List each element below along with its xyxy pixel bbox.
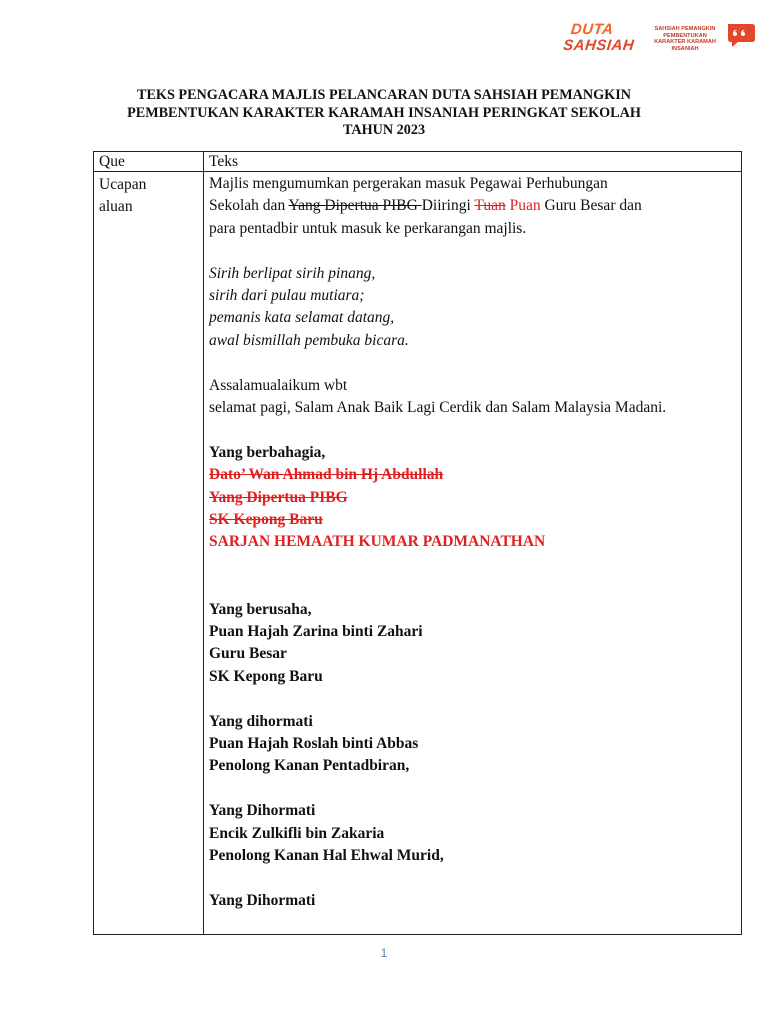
page-number: 1 [380,946,388,960]
berusaha-heading: Yang berusaha, [209,600,312,618]
dihormati2-role: Penolong Kanan Hal Ehwal Murid, [209,847,444,865]
berusaha-role: Guru Besar [209,645,287,663]
tagline-line-4: INSANIAH [671,45,699,52]
intro-text-b: Diiringi [421,197,475,215]
intro-text-a: Sekolah dan [209,197,289,215]
berusaha-school: SK Kepong Baru [209,667,323,685]
document-title [80,87,688,140]
logo-line-1: DUTA [570,21,615,38]
logo-line-2: SAHSIAH [562,37,636,54]
que-cell [99,174,199,218]
script-table [93,151,742,935]
dihormati1-heading: Yang dihormati [209,712,313,730]
intro-struck-tuan: Tuan [474,197,506,215]
intro-line-2 [209,195,734,217]
greeting-line-2: selamat pagi, Salam Anak Baik Lagi Cerdik dan Salam Malaysia Madani. [209,399,667,417]
intro-text-c: Guru Besar dan [540,197,642,215]
teks-cell [209,173,734,912]
tagline-line-2: PEMBENTUKAN [663,32,707,39]
dihormati1-name: Puan Hajah Roslah binti Abbas [209,735,419,753]
replacement-name: SARJAN HEMAATH KUMAR PADMANATHAN [209,533,546,551]
struck-school: SK Kepong Baru [209,511,323,529]
logo-tagline [646,26,724,52]
intro-line-3: para pentadbir untuk masuk ke perkarangan majlis. [209,219,527,237]
que-line-1: Ucapan [99,176,147,193]
speech-quote-icon [726,22,756,48]
que-line-2: aluan [99,198,133,215]
dihormati1-role: Penolong Kanan Pentadbiran, [209,757,410,775]
tagline-line-1: SAHSIAH PEMANGKIN [654,26,716,32]
dihormati2-heading: Yang Dihormati [209,802,316,820]
title-line-3: TAHUN 2023 [342,122,426,138]
struck-name-dato: Dato’ Wan Ahmad bin Hj Abdullah [209,466,444,484]
intro-red-puan: Puan [505,197,541,215]
pantun-line-4: awal bismillah pembuka bicara. [209,331,409,349]
pantun-line-1: Sirih berlipat sirih pinang, [209,264,376,282]
title-line-1: TEKS PENGACARA MAJLIS PELANCARAN DUTA SAHSIAH PEMANGKIN [137,87,631,103]
pantun-line-2: sirih dari pulau mutiara; [209,287,365,305]
header-teks: Teks [209,153,239,170]
dihormati3-heading: Yang Dihormati [209,891,316,909]
title-line-2: PEMBENTUKAN KARAKTER KARAMAH INSANIAH PERINGKAT SEKOLAH [127,104,641,121]
column-divider [203,152,204,934]
struck-role-pibg: Yang Dipertua PIBG [209,488,348,506]
berusaha-name: Puan Hajah Zarina binti Zahari [209,623,423,641]
greeting-line-1: Assalamualaikum wbt [209,376,348,394]
logo-wordmark [562,21,636,54]
header-divider [94,171,741,172]
dihormati2-name: Encik Zulkifli bin Zakaria [209,824,385,842]
duta-sahsiah-logo [562,18,756,64]
tagline-line-3: KARAKTER KARAMAH [654,39,716,46]
berbahagia-heading: Yang berbahagia, [209,443,326,461]
intro-struck-pibg: Yang Dipertua PIBG [288,197,422,215]
header-que: Que [99,153,125,170]
intro-line-1: Majlis mengumumkan pergerakan masuk Pegawai Perhubungan [209,175,608,192]
pantun-line-3: pemanis kata selamat datang, [209,309,395,327]
